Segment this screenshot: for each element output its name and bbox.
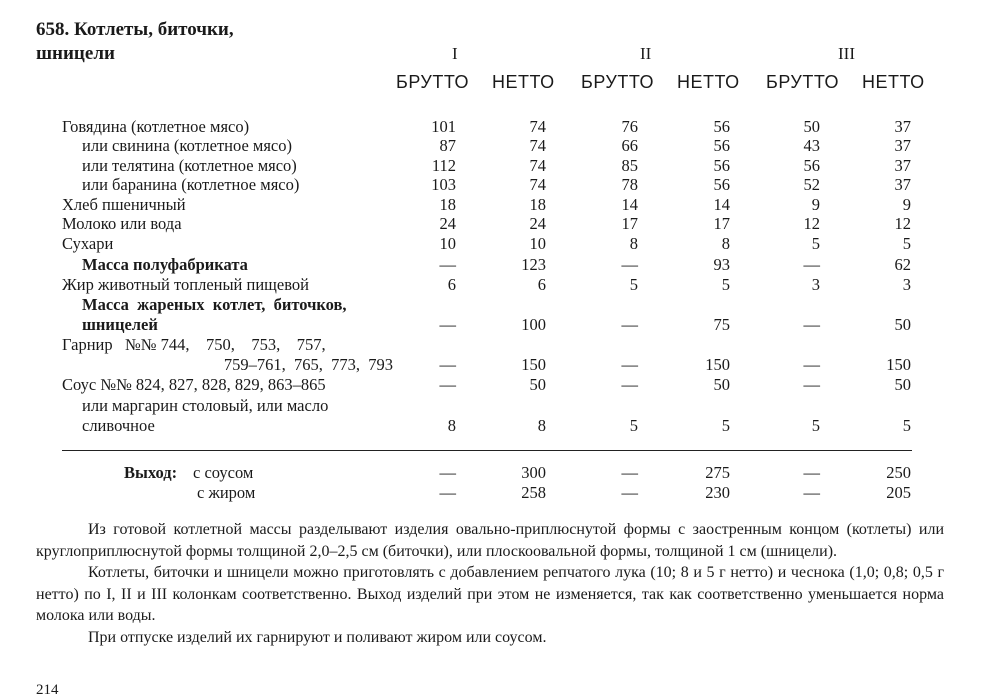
cell-value: 6 (537, 275, 546, 294)
row-label: сливочное (82, 416, 155, 435)
cell-value: 87 (439, 136, 456, 155)
cell-value: 300 (521, 463, 546, 482)
row-label: Хлеб пшеничный (62, 195, 186, 214)
cell-value: 10 (529, 234, 546, 253)
cell-value: 9 (811, 195, 820, 214)
cell-value: 150 (521, 355, 546, 374)
table-row (0, 335, 983, 355)
cell-value: 37 (894, 175, 911, 194)
cell-value: 74 (529, 136, 546, 155)
recipe-title (36, 18, 234, 66)
cell-value: — (439, 463, 456, 482)
yield-type: с соусом (193, 463, 254, 482)
cell-value: 5 (629, 275, 638, 294)
row-label: Масса полуфабриката (82, 255, 248, 274)
cell-value: 250 (886, 463, 911, 482)
cell-value: 85 (621, 156, 638, 175)
row-label: или телятина (котлетное мясо) (82, 156, 297, 175)
cell-value: 74 (529, 156, 546, 175)
note-paragraph: Котлеты, биточки и шницели можно приготовлять с добавлением репчатого лука (10; 8 и 5 г нетто) и чеснока (1,0; 0,8; 0,5 г нетто) по I, II и III колонкам соответственно. Выход изделий при этом не изменяется, так как соответственно уменьшается норма молока или воды. (36, 564, 944, 624)
cell-value: — (439, 255, 456, 274)
yield-type: с жиром (197, 483, 256, 502)
table-row (0, 255, 983, 275)
row-label: Сухари (62, 234, 114, 253)
cell-value: 112 (431, 156, 456, 175)
row-label: Гарнир №№ 744, 750, 753, 757, (62, 335, 326, 354)
cell-value: 5 (902, 416, 911, 435)
cell-value: 24 (529, 214, 546, 233)
column-group-2: II (640, 44, 652, 63)
yield-row (0, 463, 983, 483)
cell-value: 5 (811, 416, 820, 435)
cell-value: 18 (439, 195, 456, 214)
table-row (0, 156, 983, 176)
cell-value: 66 (621, 136, 638, 155)
cell-value: — (439, 355, 456, 374)
cell-value: — (439, 375, 456, 394)
cell-value: 8 (447, 416, 456, 435)
cell-value: — (621, 315, 638, 334)
column-group-3: III (838, 44, 855, 63)
table-row (0, 275, 983, 295)
row-label: или баранина (котлетное мясо) (82, 175, 300, 194)
cell-value: 150 (705, 355, 730, 374)
cell-value: 275 (705, 463, 730, 482)
cell-value: 12 (803, 214, 820, 233)
cell-value: 50 (894, 375, 911, 394)
cell-value: 5 (721, 416, 730, 435)
cell-value: 150 (886, 355, 911, 374)
cell-value: — (803, 463, 820, 482)
table-row (0, 214, 983, 234)
cell-value: 5 (629, 416, 638, 435)
header-brutto-3: БРУТТО (766, 72, 840, 92)
note-paragraph: При отпуске изделий их гарнируют и поливают жиром или соусом. (88, 628, 547, 646)
cell-value: 8 (721, 234, 730, 253)
cell-value: 123 (521, 255, 546, 274)
cell-value: 78 (621, 175, 638, 194)
cell-value: 50 (529, 375, 546, 394)
cell-value: 100 (521, 315, 546, 334)
title-line-1: 658. Котлеты, биточки, (36, 19, 234, 40)
cell-value: 17 (621, 214, 638, 233)
cell-value: 12 (894, 214, 911, 233)
cell-value: 76 (621, 117, 638, 136)
cell-value: — (803, 483, 820, 502)
row-label: Говядина (котлетное мясо) (62, 117, 250, 136)
cell-value: 8 (537, 416, 546, 435)
cell-value: 101 (431, 117, 456, 136)
header-netto-3: НЕТТО (862, 72, 925, 92)
cell-value: 62 (894, 255, 911, 274)
table-row (0, 175, 983, 195)
cell-value: 14 (713, 195, 730, 214)
cell-value: 56 (713, 136, 730, 155)
row-label: Соус №№ 824, 827, 828, 829, 863–865 (62, 375, 326, 394)
title-line-2: шницели (36, 43, 115, 64)
cell-value: — (803, 355, 820, 374)
header-brutto-2: БРУТТО (581, 72, 655, 92)
notes (36, 519, 944, 648)
cell-value: 50 (803, 117, 820, 136)
row-label: Молоко или вода (62, 214, 182, 233)
cell-value: 93 (713, 255, 730, 274)
cell-value: 230 (705, 483, 730, 502)
table-row (0, 315, 983, 335)
cell-value: 5 (902, 234, 911, 253)
cell-value: 9 (902, 195, 911, 214)
cell-value: 74 (529, 117, 546, 136)
cell-value: 8 (629, 234, 638, 253)
note-paragraph: Из готовой котлетной массы разделывают изделия овально-приплюснутой формы с заостренным концом (котлеты) или круглоприплюснутой формы толщиной 2,0–2,5 см (биточки), или плоскоовальной формы, толщиной 1 см (шницели). (36, 521, 944, 560)
table-row (0, 396, 983, 416)
cell-value: 5 (811, 234, 820, 253)
cell-value: 37 (894, 136, 911, 155)
page-number: 214 (36, 682, 59, 698)
cell-value: 37 (894, 156, 911, 175)
cell-value: — (621, 463, 638, 482)
cell-value: 75 (713, 315, 730, 334)
cell-value: 43 (803, 136, 820, 155)
cell-value: 50 (713, 375, 730, 394)
header-brutto-1: БРУТТО (396, 72, 470, 92)
cell-value: 24 (439, 214, 456, 233)
yield-row (0, 483, 983, 503)
cell-value: — (621, 483, 638, 502)
row-label: Жир животный топленый пищевой (62, 275, 309, 294)
cell-value: 37 (894, 117, 911, 136)
table-row (0, 355, 983, 375)
cell-value: 10 (439, 234, 456, 253)
yield-label: Выход: (124, 463, 178, 482)
cell-value: — (803, 375, 820, 394)
cell-value: — (621, 255, 638, 274)
cell-value: — (803, 315, 820, 334)
cell-value: 52 (803, 175, 820, 194)
cell-value: — (803, 255, 820, 274)
table-row (0, 295, 983, 315)
table-row (0, 136, 983, 156)
cell-value: 56 (713, 175, 730, 194)
table-row (0, 234, 983, 254)
cell-value: 18 (529, 195, 546, 214)
cell-value: 5 (721, 275, 730, 294)
cell-value: 258 (521, 483, 546, 502)
cell-value: 56 (713, 117, 730, 136)
row-label: или свинина (котлетное мясо) (82, 136, 293, 155)
cell-value: 56 (803, 156, 820, 175)
row-label: 759–761, 765, 773, 793 (223, 355, 393, 374)
table-row (0, 375, 983, 395)
cell-value: 3 (902, 275, 911, 294)
header-netto-2: НЕТТО (677, 72, 740, 92)
row-label: или маргарин столовый, или масло (82, 396, 329, 415)
row-label: шницелей (82, 315, 158, 334)
cell-value: — (439, 315, 456, 334)
cell-value: 3 (811, 275, 820, 294)
cell-value: — (439, 483, 456, 502)
cell-value: 17 (713, 214, 730, 233)
cell-value: — (621, 355, 638, 374)
column-group-1: I (452, 44, 458, 63)
row-label: Масса жареных котлет, биточков, (82, 295, 347, 314)
table-row (0, 117, 983, 137)
cell-value: 103 (431, 175, 456, 194)
header-netto-1: НЕТТО (492, 72, 555, 92)
cell-value: — (621, 375, 638, 394)
cell-value: 14 (621, 195, 638, 214)
table-row (0, 195, 983, 215)
cell-value: 74 (529, 175, 546, 194)
table-divider (62, 450, 912, 451)
cell-value: 205 (886, 483, 911, 502)
cell-value: 6 (447, 275, 456, 294)
cell-value: 56 (713, 156, 730, 175)
cell-value: 50 (894, 315, 911, 334)
table-row (0, 416, 983, 436)
